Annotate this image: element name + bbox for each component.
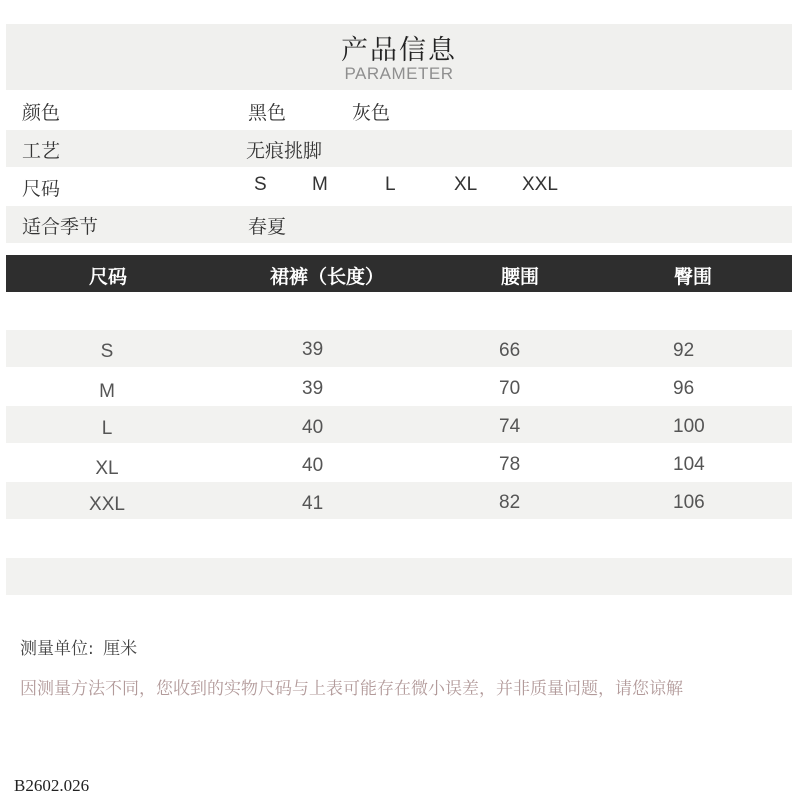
cell-hip: 92 <box>673 340 695 361</box>
param-label-size: 尺码 <box>22 178 61 200</box>
cell-length: 40 <box>302 455 324 476</box>
cell-length: 39 <box>302 378 324 399</box>
param-label-craft: 工艺 <box>22 140 61 162</box>
cell-waist: 70 <box>499 378 521 399</box>
cell-hip: 96 <box>673 378 695 399</box>
page-subtitle: PARAMETER <box>344 64 454 83</box>
param-label-color: 颜色 <box>22 102 61 124</box>
col-header-hip: 臀围 <box>673 266 713 288</box>
cell-waist: 74 <box>499 416 521 437</box>
param-row-season <box>6 206 792 243</box>
param-row-craft <box>6 130 792 167</box>
product-info-header <box>6 24 792 90</box>
measurement-unit <box>20 634 137 659</box>
cell-size: XL <box>95 458 119 479</box>
col-header-size: 尺码 <box>88 266 128 288</box>
cell-size: M <box>99 381 115 402</box>
param-value-size-m: M <box>312 174 328 195</box>
cell-waist: 66 <box>499 340 521 361</box>
param-row-size <box>6 168 792 205</box>
page-title: 产品信息 <box>341 35 457 66</box>
table-band <box>6 558 792 595</box>
param-label-season: 适合季节 <box>22 216 99 238</box>
cell-hip: 106 <box>673 492 705 513</box>
param-value-size-xl: XL <box>454 174 478 195</box>
measurement-note: 因测量方法不同，您收到的实物尺码与上表可能存在微小误差，并非质量问题，请您谅解 <box>20 679 683 699</box>
param-value-color-grey: 灰色 <box>352 102 391 124</box>
cell-waist: 78 <box>499 454 521 475</box>
param-value-size-xxl: XXL <box>522 174 558 195</box>
param-value-season: 春夏 <box>248 216 287 238</box>
param-value-craft: 无痕挑脚 <box>246 140 323 162</box>
cell-length: 40 <box>302 417 324 438</box>
col-header-waist: 腰围 <box>500 266 540 288</box>
param-value-color-black: 黑色 <box>248 102 287 124</box>
param-row-color <box>6 92 792 129</box>
cell-hip: 100 <box>673 416 705 437</box>
cell-length: 41 <box>302 493 324 514</box>
unit-value: 厘米 <box>103 639 138 659</box>
unit-label: 测量单位: <box>20 639 94 659</box>
product-code: B2602.026 <box>14 776 90 795</box>
cell-length: 39 <box>302 339 324 360</box>
param-value-size-l: L <box>385 174 396 195</box>
cell-waist: 82 <box>499 492 521 513</box>
cell-hip: 104 <box>673 454 705 475</box>
param-value-size-s: S <box>254 174 267 195</box>
cell-size: L <box>101 418 113 439</box>
size-table-header <box>6 255 792 292</box>
col-header-length: 裙裤（长度） <box>269 266 385 288</box>
cell-size: S <box>100 341 114 362</box>
cell-size: XXL <box>89 494 125 515</box>
